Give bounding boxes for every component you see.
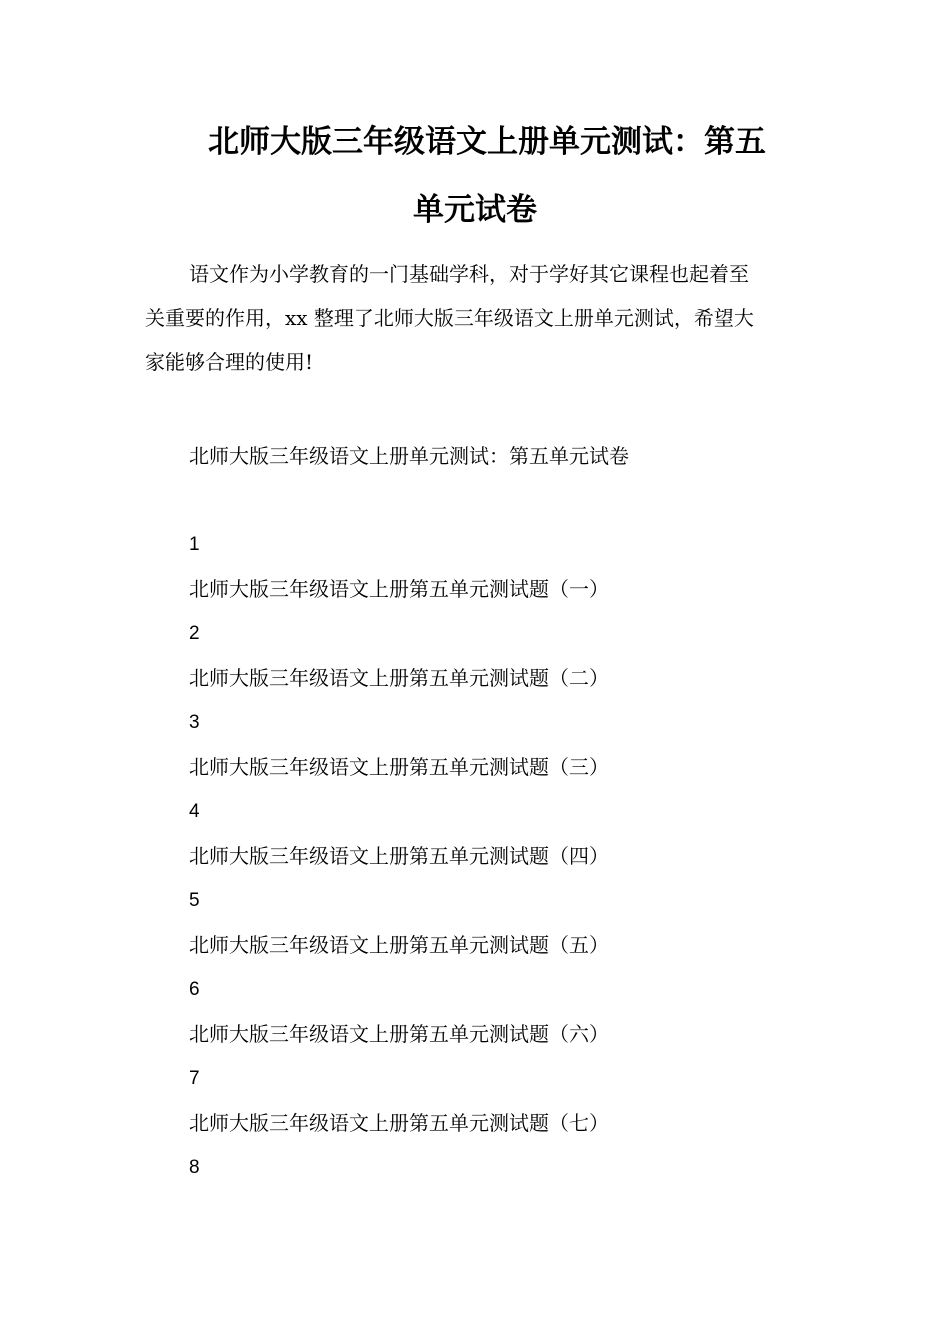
list-item [189, 1061, 789, 1150]
list-item-number: 6 [189, 979, 200, 1000]
list-item-title: 北师大版三年级语文上册第五单元测试题（三） [189, 755, 609, 779]
list-item [189, 616, 789, 705]
test-list [189, 527, 789, 1194]
list-item [189, 972, 789, 1061]
intro-line: 语文作为小学教育的一门基础学科，对于学好其它课程也起着至 [189, 262, 749, 286]
list-item [189, 794, 789, 883]
list-item-title: 北师大版三年级语文上册第五单元测试题（二） [189, 666, 609, 690]
section-subtitle: 北师大版三年级语文上册单元测试：第五单元试卷 [189, 444, 629, 468]
list-item-number: 3 [189, 712, 200, 733]
intro-paragraph [145, 252, 810, 384]
document-title-line-1: 北师大版三年级语文上册单元测试：第五 [208, 124, 766, 160]
list-item [189, 1150, 789, 1194]
list-item-number: 1 [189, 534, 200, 555]
intro-line: 家能够合理的使用! [145, 350, 314, 374]
list-item-number: 5 [189, 890, 200, 911]
list-item-title: 北师大版三年级语文上册第五单元测试题（四） [189, 844, 609, 868]
list-item [189, 705, 789, 794]
list-item-title: 北师大版三年级语文上册第五单元测试题（七） [189, 1111, 609, 1135]
list-item-title: 北师大版三年级语文上册第五单元测试题（一） [189, 577, 609, 601]
list-item [189, 527, 789, 616]
list-item [189, 883, 789, 972]
list-item-number: 2 [189, 623, 200, 644]
intro-line: 关重要的作用，xx 整理了北师大版三年级语文上册单元测试，希望大 [145, 306, 754, 330]
list-item-number: 8 [189, 1157, 200, 1178]
document-title-line-2: 单元试卷 [413, 192, 537, 228]
list-item-title: 北师大版三年级语文上册第五单元测试题（六） [189, 1022, 609, 1046]
list-item-number: 7 [189, 1068, 200, 1089]
list-item-title: 北师大版三年级语文上册第五单元测试题（五） [189, 933, 609, 957]
list-item-number: 4 [189, 801, 200, 822]
